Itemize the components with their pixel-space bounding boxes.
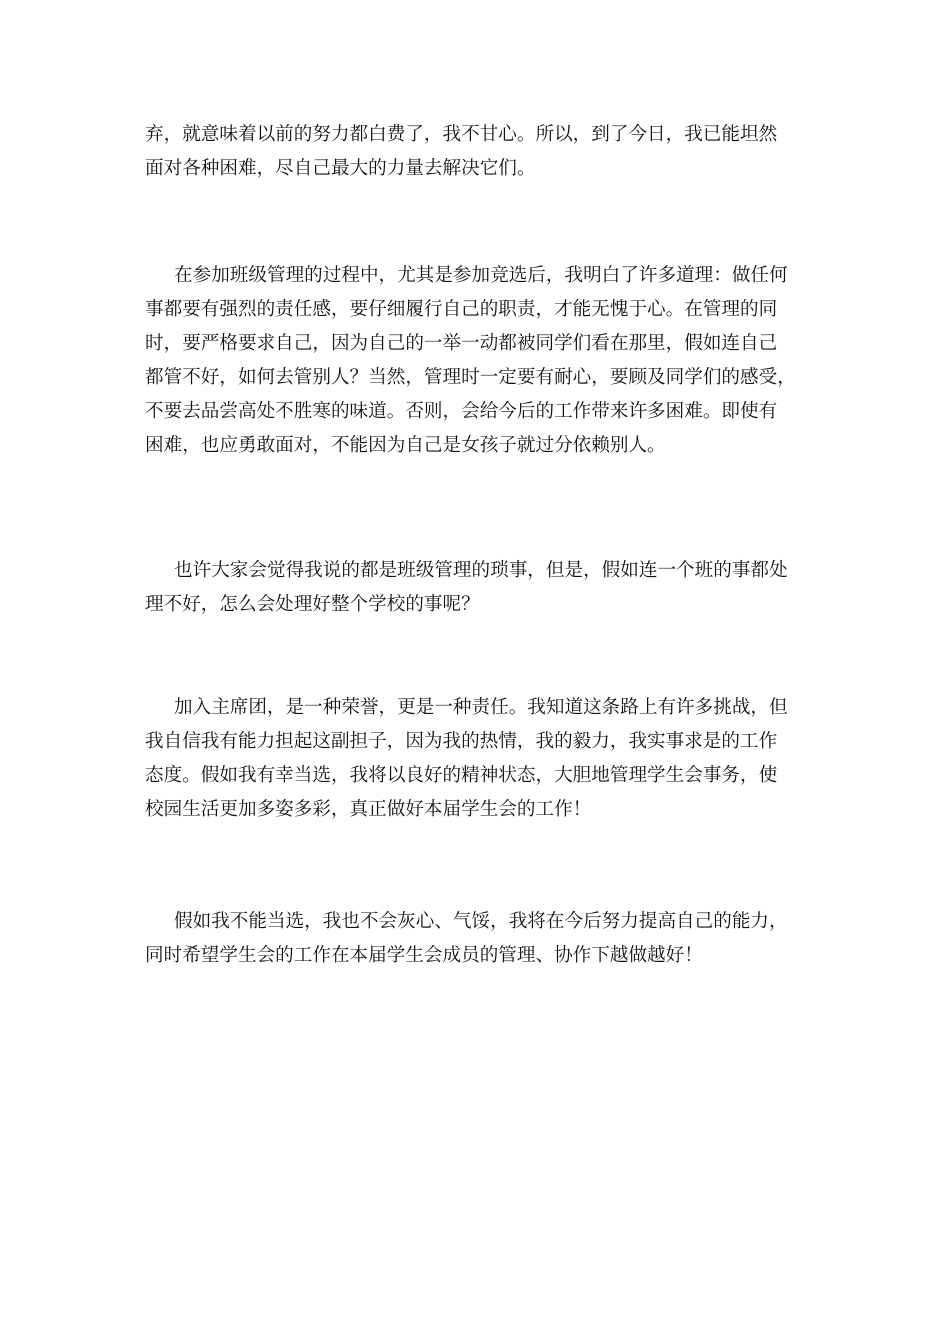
paragraph-5 <box>145 905 809 973</box>
paragraph-line: 理不好，怎么会处理好整个学校的事呢？ <box>145 594 480 615</box>
paragraph-line: 假如我不能当选，我也不会灰心、气馁，我将在今后努力提高自己的能力， <box>174 911 788 932</box>
paragraph-line: 事都要有强烈的责任感，要仔细履行自己的职责，才能无愧于心。在管理的同 <box>145 299 778 320</box>
paragraph-line: 校园生活更加多姿多彩，真正做好本届学生会的工作！ <box>145 799 592 820</box>
paragraph-line: 不要去品尝高处不胜寒的味道。否则，会给今后的工作带来许多困难。即使有 <box>145 401 778 422</box>
paragraph-line: 弃，就意味着以前的努力都白费了，我不甘心。所以，到了今日，我已能坦然 <box>145 124 778 145</box>
paragraph-line: 困难，也应勇敢面对，不能因为自己是女孩子就过分依赖别人。 <box>145 435 666 456</box>
paragraph-line: 在参加班级管理的过程中，尤其是参加竞选后，我明白了许多道理：做任何 <box>174 265 788 286</box>
paragraph-line: 态度。假如我有幸当选，我将以良好的精神状态，大胆地管理学生会事务，使 <box>145 765 778 786</box>
paragraph-4 <box>145 691 809 827</box>
paragraph-3 <box>145 554 809 622</box>
paragraph-line: 我自信我有能力担起这副担子，因为我的热情，我的毅力，我实事求是的工作 <box>145 731 778 752</box>
paragraph-line: 时，要严格要求自己，因为自己的一举一动都被同学们看在那里，假如连自己 <box>145 333 778 354</box>
paragraph-line: 都管不好，如何去管别人？当然，管理时一定要有耐心，要顾及同学们的感受， <box>145 367 796 388</box>
paragraph-2 <box>145 259 809 463</box>
paragraph-line: 也许大家会觉得我说的都是班级管理的琐事，但是，假如连一个班的事都处 <box>174 560 788 581</box>
paragraph-line: 面对各种困难，尽自己最大的力量去解决它们。 <box>145 158 536 179</box>
paragraph-line: 加入主席团，是一种荣誉，更是一种责任。我知道这条路上有许多挑战，但 <box>174 697 788 718</box>
paragraph-line: 同时希望学生会的工作在本届学生会成员的管理、协作下越做越好！ <box>145 945 703 966</box>
paragraph-1 <box>145 118 809 186</box>
